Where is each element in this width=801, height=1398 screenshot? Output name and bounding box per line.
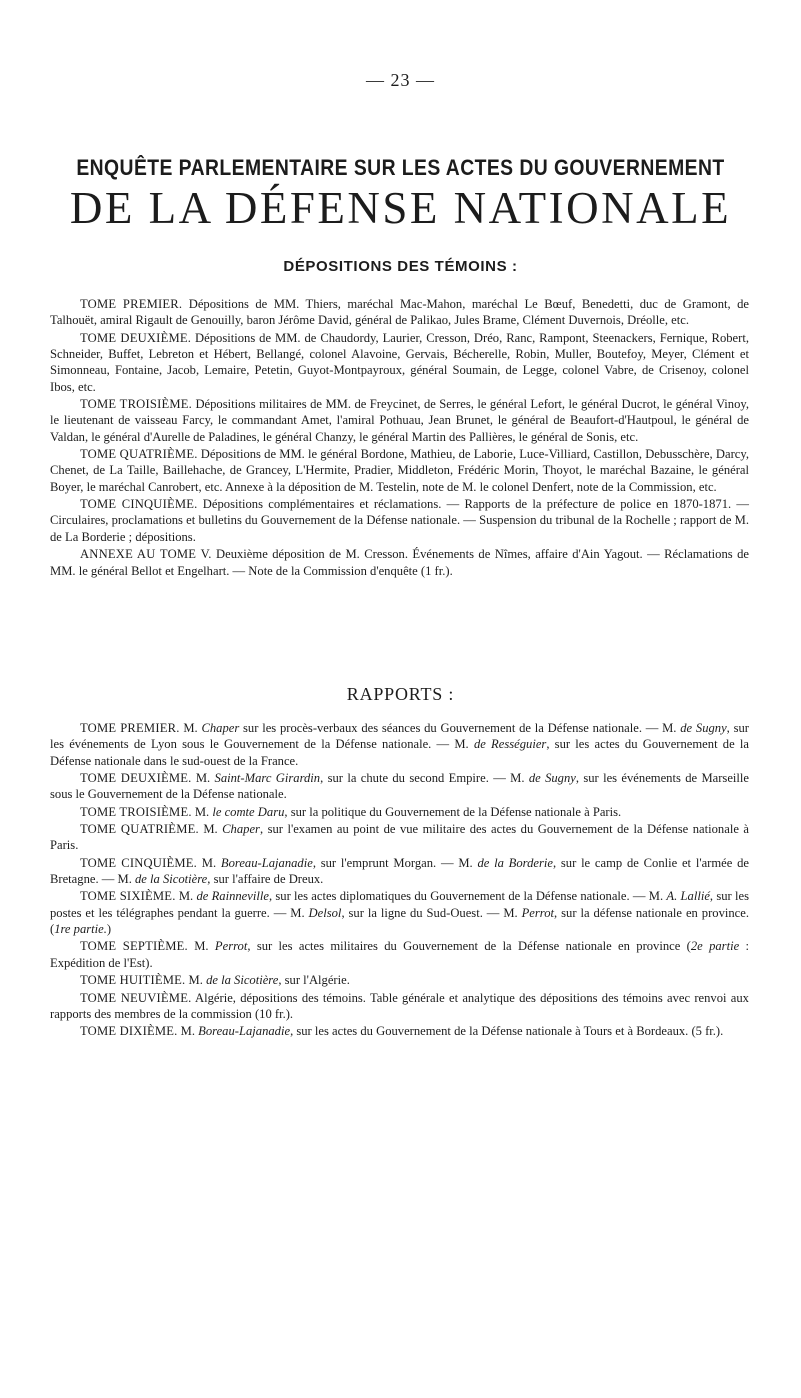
entry-text: M. [197, 855, 221, 870]
title-line-2: DE LA DÉFENSE NATIONALE [69, 183, 732, 233]
entry-text: , sur les actes militaires du Gouvernement de la Défense nationale en province ( [247, 939, 691, 954]
author-name: Saint-Marc Girardin [214, 771, 321, 786]
entry-text: , sur la ligne du Sud-Ouest. — M. [341, 905, 522, 920]
deposition-entry [50, 330, 749, 395]
deposition-entry [50, 496, 749, 545]
volume-label: TOME PREMIER. [80, 297, 183, 311]
report-entry [50, 855, 749, 888]
deposition-entry [50, 446, 749, 495]
author-name: Boreau-Lajanadie [220, 855, 313, 870]
volume-label: TOME DEUXIÈME. [80, 771, 192, 786]
entry-text: Algérie, dépositions des témoins. Table générale et analytique des dépositions des témoins avec renvoi aux rapports des membres de la commission (10 fr.). [50, 990, 749, 1021]
author-name: de la Sicotière [135, 872, 208, 887]
volume-label: TOME TROISIÈME. [80, 397, 192, 412]
entry-text: , sur l'emprunt Morgan. — M. [312, 855, 478, 870]
entry-text: M. [185, 973, 207, 988]
report-entry [50, 770, 749, 803]
depositions-heading: DÉPOSITIONS DES TÉMOINS : [283, 258, 518, 275]
author-name: de Rességuier [473, 737, 547, 752]
entry-text: , sur la politique du Gouvernement de la Défense nationale à Paris. [284, 804, 622, 819]
reports-list [50, 720, 749, 1041]
entry-text: M. [191, 771, 215, 786]
report-entry [50, 821, 749, 854]
author-name: Perrot [521, 905, 555, 920]
author-name: Perrot [214, 939, 248, 954]
author-name: de la Borderie [477, 855, 553, 870]
entry-text: ) [106, 922, 112, 937]
entry-text: , sur le camp de Conlie et l'armée de Bretagne. — M. [50, 855, 750, 887]
entry-text: sur les procès-verbaux des séances du Gouvernement de la Défense nationale. — M. [239, 721, 681, 735]
volume-label: TOME DIXIÈME. [80, 1024, 178, 1039]
report-entry [50, 972, 749, 988]
entry-text: , sur les actes diplomatiques du Gouvernement de la Défense nationale. — M. [268, 889, 667, 904]
deposition-entry [50, 296, 749, 329]
volume-label: TOME NEUVIÈME. [80, 990, 192, 1005]
entry-text: , sur l'Algérie. [278, 973, 350, 988]
entry-text: M. [179, 721, 202, 735]
author-name: de Sugny [680, 721, 727, 735]
volume-label: TOME SIXIÈME. [80, 889, 176, 904]
author-name: 1re partie. [54, 922, 107, 937]
report-entry [50, 720, 749, 769]
author-name: de la Sicotière [206, 973, 279, 988]
report-entry [50, 804, 749, 820]
entry-text: , sur la défense nationale en province. ( [50, 905, 749, 937]
entry-text: M. [175, 889, 197, 904]
author-name: de Sugny [528, 771, 576, 786]
entry-text: , sur l'examen au point de vue militaire des actes du Gouvernement de la Défense nationale à Paris. [50, 822, 749, 853]
volume-label: TOME CINQUIÈME. [80, 855, 198, 870]
depositions-list [50, 296, 749, 580]
volume-label: TOME PREMIER. [80, 721, 180, 735]
entry-text: Dépositions de MM. le général Bordone, Mathieu, de Laborie, Luce-Villiard, Castillon, Debusschère, Darcy, Chenet, de La Taille, Baillehache, de Grancey, L'Hermite, Pradier, Middleton, Frédéric Morin, Thoyot, le maréchal Bazaine, le général Boyer, le maréchal Canrobert, etc. Annexe à la déposition de M. Testelin, note de M. le colonel Denfert, note de la Commission, etc. [50, 447, 749, 494]
entry-text: M. [177, 1024, 199, 1039]
volume-label: TOME DEUXIÈME. [80, 330, 192, 345]
volume-label: TOME SEPTIÈME. [80, 939, 188, 954]
author-name: Chaper [201, 721, 240, 735]
entry-text: , sur les actes du Gouvernement de la Défense nationale à Tours et à Bordeaux. (5 fr.). [290, 1024, 724, 1039]
author-name: Chaper [222, 822, 260, 837]
entry-text: : Expédition de l'Est). [50, 939, 750, 970]
author-name: Boreau-Lajanadie [198, 1024, 291, 1039]
author-name: de Rainneville [196, 889, 269, 904]
deposition-entry [50, 546, 749, 579]
entry-text: Dépositions complémentaires et réclamations. — Rapports de la préfecture de police en 1870-1871. — Circulaires, proclamations et bulletins du Gouvernement de la Défense nationale. — Suspension du tribunal de la Rochelle ; rapport de M. de La Borderie ; dépositions. [50, 497, 750, 544]
volume-label: TOME HUITIÈME. [80, 973, 186, 988]
entry-text: M. [187, 939, 215, 954]
volume-label: TOME CINQUIÈME. [80, 497, 198, 512]
volume-label: ANNEXE AU TOME V. [80, 547, 212, 562]
entry-text: , sur les événements de Lyon sous le Gouvernement de la Défense nationale. — M. [50, 721, 749, 752]
entry-text: M. [191, 804, 213, 819]
report-entry [50, 1023, 749, 1039]
page-number: — 23 — [366, 70, 435, 90]
report-entry [50, 990, 749, 1023]
entry-text: Dépositions de MM. Thiers, maréchal Mac-Mahon, maréchal Le Bœuf, Benedetti, duc de Gramont, de Talhouët, amiral Rigault de Genouilly, baron Jérôme David, général de Palikao, Jules Brame, Clément Duvernois, Dréolle, etc. [50, 297, 750, 328]
entry-text: , sur la chute du second Empire. — M. [320, 771, 529, 786]
title-line-1: ENQUÊTE PARLEMENTAIRE SUR LES ACTES DU GOUVERNEMENT [76, 155, 725, 180]
entry-text: Dépositions militaires de MM. de Freycinet, de Serres, le général Lefort, le général Ducrot, le général Vinoy, le lieutenant de vaisseau Farcy, le commandant Amet, l'amiral Pothuau, Jean Brunet, le général de Beaufort-d'Hautpoul, le général de Valdan, le général d'Aurelle de Paladines, le général Chanzy, le général Martin des Pallières, le général de Sonis, etc. [50, 397, 749, 444]
volume-label: TOME TROISIÈME. [80, 804, 192, 819]
report-entry [50, 888, 749, 937]
reports-heading: RAPPORTS : [346, 684, 455, 704]
entry-text: , sur les événements de Marseille sous le Gouvernement de la Défense nationale. [50, 771, 750, 802]
author-name: A. Lallié [666, 889, 710, 904]
entry-text: Deuxième déposition de M. Cresson. Événements de Nîmes, affaire d'Ain Yagout. — Réclamations de MM. le général Bellot et Engelhart. — Note de la Commission d'enquête (1 fr.). [50, 547, 749, 578]
entry-text: , sur les postes et les télégraphes pendant la guerre. — M. [50, 889, 749, 920]
report-entry [50, 938, 749, 971]
entry-text: Dépositions de MM. de Chaudordy, Laurier, Cresson, Dréo, Ranc, Rampont, Steenackers, Fernique, Robert, Schneider, Buffet, Lebreton et Hébert, Bellangé, colonel Alavoine, Gervais, Bécherelle, Robin, Muller, Boutefoy, Meyer, Clément et Simonneau, Fontaine, Jacob, Lemaire, Petetin, Guyot-Montpayroux, général Soumain, de Legge, colonel Vabre, de Crisenoy, colonel Ibos, etc. [50, 330, 749, 394]
author-name: le comte Daru [212, 804, 285, 819]
author-name: Delsol [308, 905, 342, 920]
deposition-entry [50, 396, 749, 445]
entry-text: , sur l'affaire de Dreux. [207, 872, 324, 887]
volume-label: TOME QUATRIÈME. [80, 822, 199, 837]
volume-label: TOME QUATRIÈME. [80, 447, 198, 462]
entry-text: M. [198, 822, 223, 837]
author-name: 2e partie [690, 939, 740, 954]
entry-text: , sur les actes du Gouvernement de la Défense nationale dans le sud-ouest de la France. [50, 737, 749, 768]
